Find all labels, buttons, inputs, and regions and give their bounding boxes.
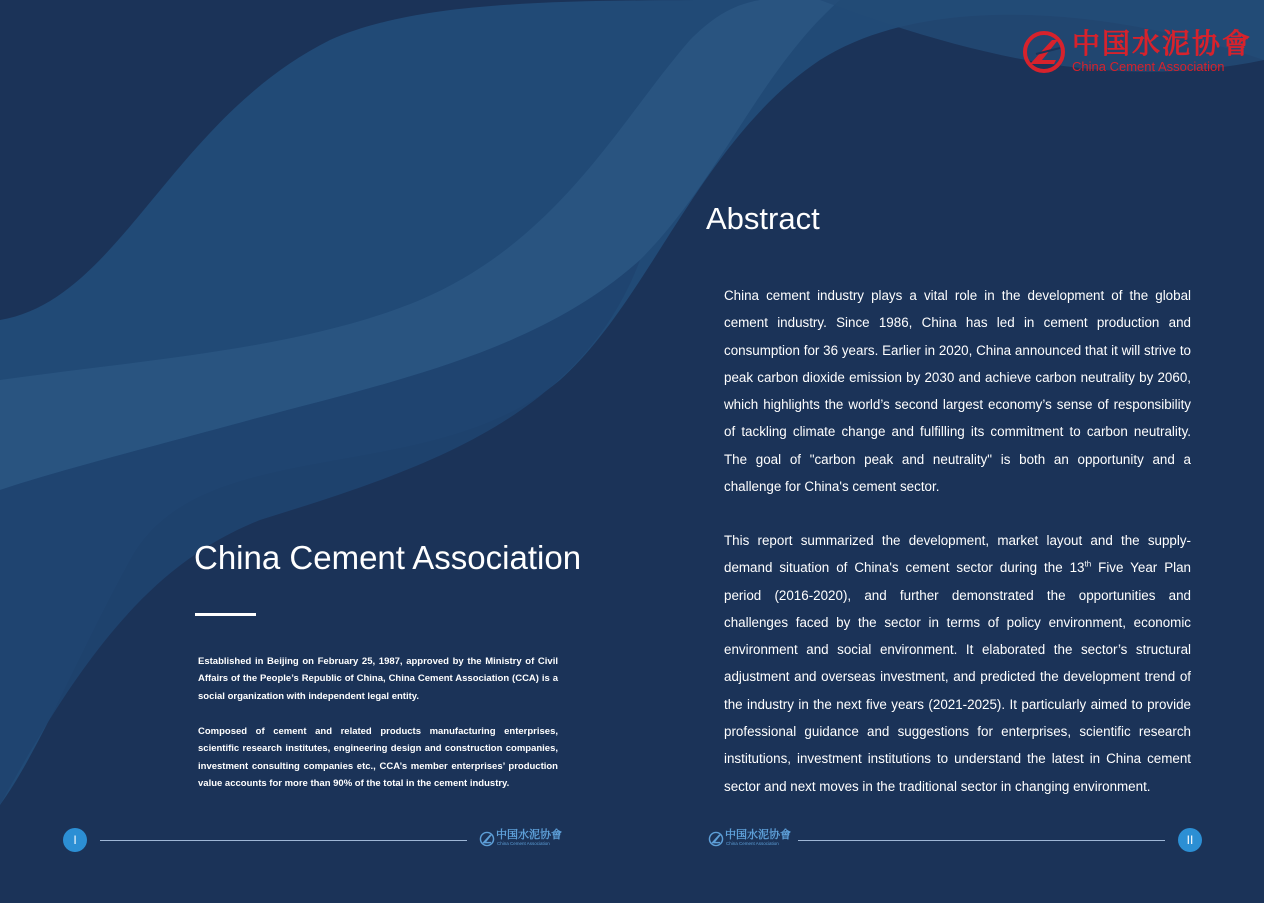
footer-divider-right	[798, 840, 1165, 841]
title-underline	[195, 613, 256, 616]
intro-paragraph-1: Established in Beijing on February 25, 1987, approved by the Ministry of Civil Affairs of the People’s Republic of China, China Cement Association (CCA) is a social organization with independent legal entity.	[198, 656, 558, 702]
cca-logo-icon	[708, 831, 724, 847]
logo-name-english: China Cement Association	[1072, 59, 1225, 74]
intro-paragraph-2: Composed of cement and related products manufacturing enterprises, scientific research institutes, engineering design and construction companies, investment consulting companies etc., CCA’s member enterprises’ production value accounts for more than 90% of the total in the cement industry.	[198, 726, 558, 789]
page-number-right: II	[1178, 828, 1202, 852]
footer-logo-english: China Cement Association	[497, 841, 550, 846]
abstract-paragraph-2-part-2: Five Year Plan period (2016-2020), and further demonstrated the opportunities and challenges faced by the sector in terms of policy environment, economic environment and social environment. It elaborated the sector’s structural adjustment and overseas investment, and predicted the development trend of the industry in the next five years (2021-2025). It particularly aimed to provide professional guidance and suggestions for enterprises, scientific research institutions, investment institutions to understand the latest in China cement sector and next moves in the traditional sector in changing environment.	[724, 560, 1191, 794]
cca-logo-icon	[1022, 30, 1066, 74]
cca-logo	[1022, 27, 1253, 78]
abstract-paragraph-1: China cement industry plays a vital role in the development of the global cement industry. Since 1986, China has led in cement production and consumption for 36 years. Earlier in 2020, China announced that it will strive to peak carbon dioxide emission by 2030 and achieve carbon neutrality by 2060, which highlights the world’s second largest economy’s sense of responsibility of tackling climate change and fulfilling its commitment to carbon neutrality. The goal of "carbon peak and neutrality" is both an opportunity and a challenge for China's cement sector.	[724, 288, 1191, 495]
logo-name-chinese: 中国水泥协會	[1072, 27, 1253, 60]
page-number-left: I	[63, 828, 87, 852]
abstract-paragraph-2	[724, 527, 1191, 800]
footer-logo-right	[708, 828, 791, 849]
left-page-title: China Cement Association	[194, 539, 582, 576]
ordinal-superscript: th	[1084, 559, 1092, 569]
cca-logo-icon	[479, 831, 495, 847]
abstract-paragraph-2-part-1: This report summarized the development, market layout and the supply-demand situation of China's cement sector during the 13	[724, 533, 1191, 576]
footer-logo-english: China Cement Association	[726, 841, 779, 846]
footer-logo-left	[479, 828, 562, 849]
footer-logo-chinese: 中国水泥协會	[496, 828, 562, 841]
footer-logo-chinese: 中国水泥协會	[725, 828, 791, 841]
abstract-title: Abstract	[706, 201, 820, 236]
footer-divider-left	[100, 840, 467, 841]
